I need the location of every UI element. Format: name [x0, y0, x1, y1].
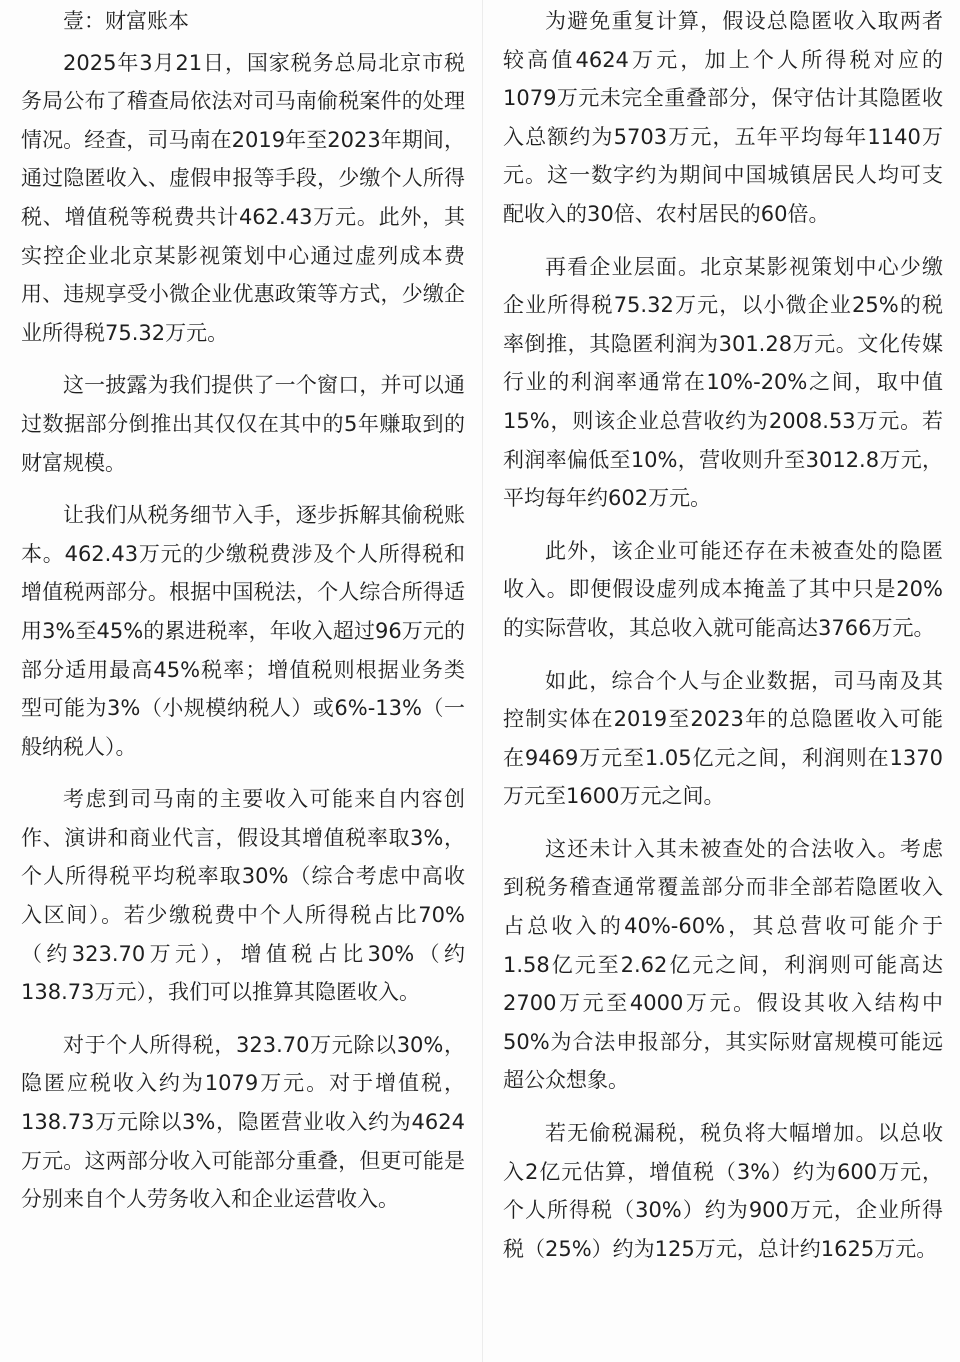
paragraph-tax-details: 让我们从税务细节入手，逐步拆解其偷税账本。462.43万元的少缴税费涉及个人所得税和增值税两部分。根据中国税法，个人综合所得适用3%至45%的累进税率，年收入超过96万元的部分适用最高45%税率；增值税则根据业务类型可能为3%（小规模纳税人）或6%-13%（一般纳税人）。 [21, 503, 465, 759]
paragraph-unchecked-income: 此外，该企业可能还存在未被查处的隐匿收入。即便假设虚列成本掩盖了其中只是20%的实际营收，其总收入就可能高达3766万元。 [503, 538, 943, 640]
paragraph-combined: 如此，综合个人与企业数据，司马南及其控制实体在2019至2023年的总隐匿收入可能在9469万元至1.05亿元之间，利润则在1370万元至1600万元之间。 [503, 668, 943, 809]
paragraph-enterprise: 再看企业层面。北京某影视策划中心少缴企业所得税75.32万元，以小微企业25%的税率倒推，其隐匿利润为301.28万元。文化传媒行业的利润率通常在10%-20%之间，取中值15%，则该企业总营收约为2008.53万元。若利润率偏低至10%，营收则升至3012.8万元，平均每年约602万元。 [503, 254, 943, 511]
paragraph-announcement: 2025年3月21日，国家税务总局北京市税务局公布了稽查局依法对司马南偷税案件的处理情况。经查，司马南在2019年至2023年期间，通过隐匿收入、虚假申报等手段，少缴个人所得税、增值税等税费共计462.43万元。此外，其实控企业北京某影视策划中心通过虚列成本费用、违规享受小微企业优惠政策等方式，少缴企业所得税75.32万元。 [21, 50, 465, 345]
paragraph-window: 这一披露为我们提供了一个窗口，并可以通过数据部分倒推出其仅仅在其中的5年赚取到的财富规模。 [21, 373, 465, 475]
paragraph-legal-income: 这还未计入其未被查处的合法收入。考虑到税务稽查通常覆盖部分而非全部若隐匿收入占总收入的40%-60%，其总营收可能介于1.58亿元至2.62亿元之间，利润则可能高达2700万元至4000万元。假设其收入结构中50%为合法申报部分，其实际财富规模可能远超公众想象。 [503, 836, 943, 1093]
paragraph-tax-burden: 若无偷税漏税，税负将大幅增加。以总收入2亿元估算，增值税（3%）约为600万元，个人所得税（30%）约为900万元，企业所得税（25%）约为125万元，总计约1625万元。 [503, 1121, 943, 1261]
right-column [503, 2, 943, 1282]
column-divider [482, 0, 483, 1362]
paragraph-total-estimate: 为避免重复计算，假设总隐匿收入取两者较高值4624万元，加上个人所得税对应的1079万元未完全重叠部分，保守估计其隐匿收入总额约为5703万元，五年平均每年1140万元。这一数字约为期间中国城镇居民人均可支配收入的30倍、农村居民的60倍。 [503, 9, 943, 226]
paragraph-assumptions: 考虑到司马南的主要收入可能来自内容创作、演讲和商业代言，假设其增值税率取3%，个人所得税平均税率取30%（综合考虑中高收入区间）。若少缴税费中个人所得税占比70%（约323.70万元），增值税占比30%（约138.73万元），我们可以推算其隐匿收入。 [21, 787, 465, 1005]
section-heading: 壹：财富账本 [63, 9, 189, 33]
left-column [21, 2, 465, 1233]
paragraph-hidden-income: 对于个人所得税，323.70万元除以30%，隐匿应税收入约为1079万元。对于增值税，138.73万元除以3%，隐匿营业收入约为4624万元。这两部分收入可能部分重叠，但更可能是分别来自个人劳务收入和企业运营收入。 [21, 1032, 465, 1212]
